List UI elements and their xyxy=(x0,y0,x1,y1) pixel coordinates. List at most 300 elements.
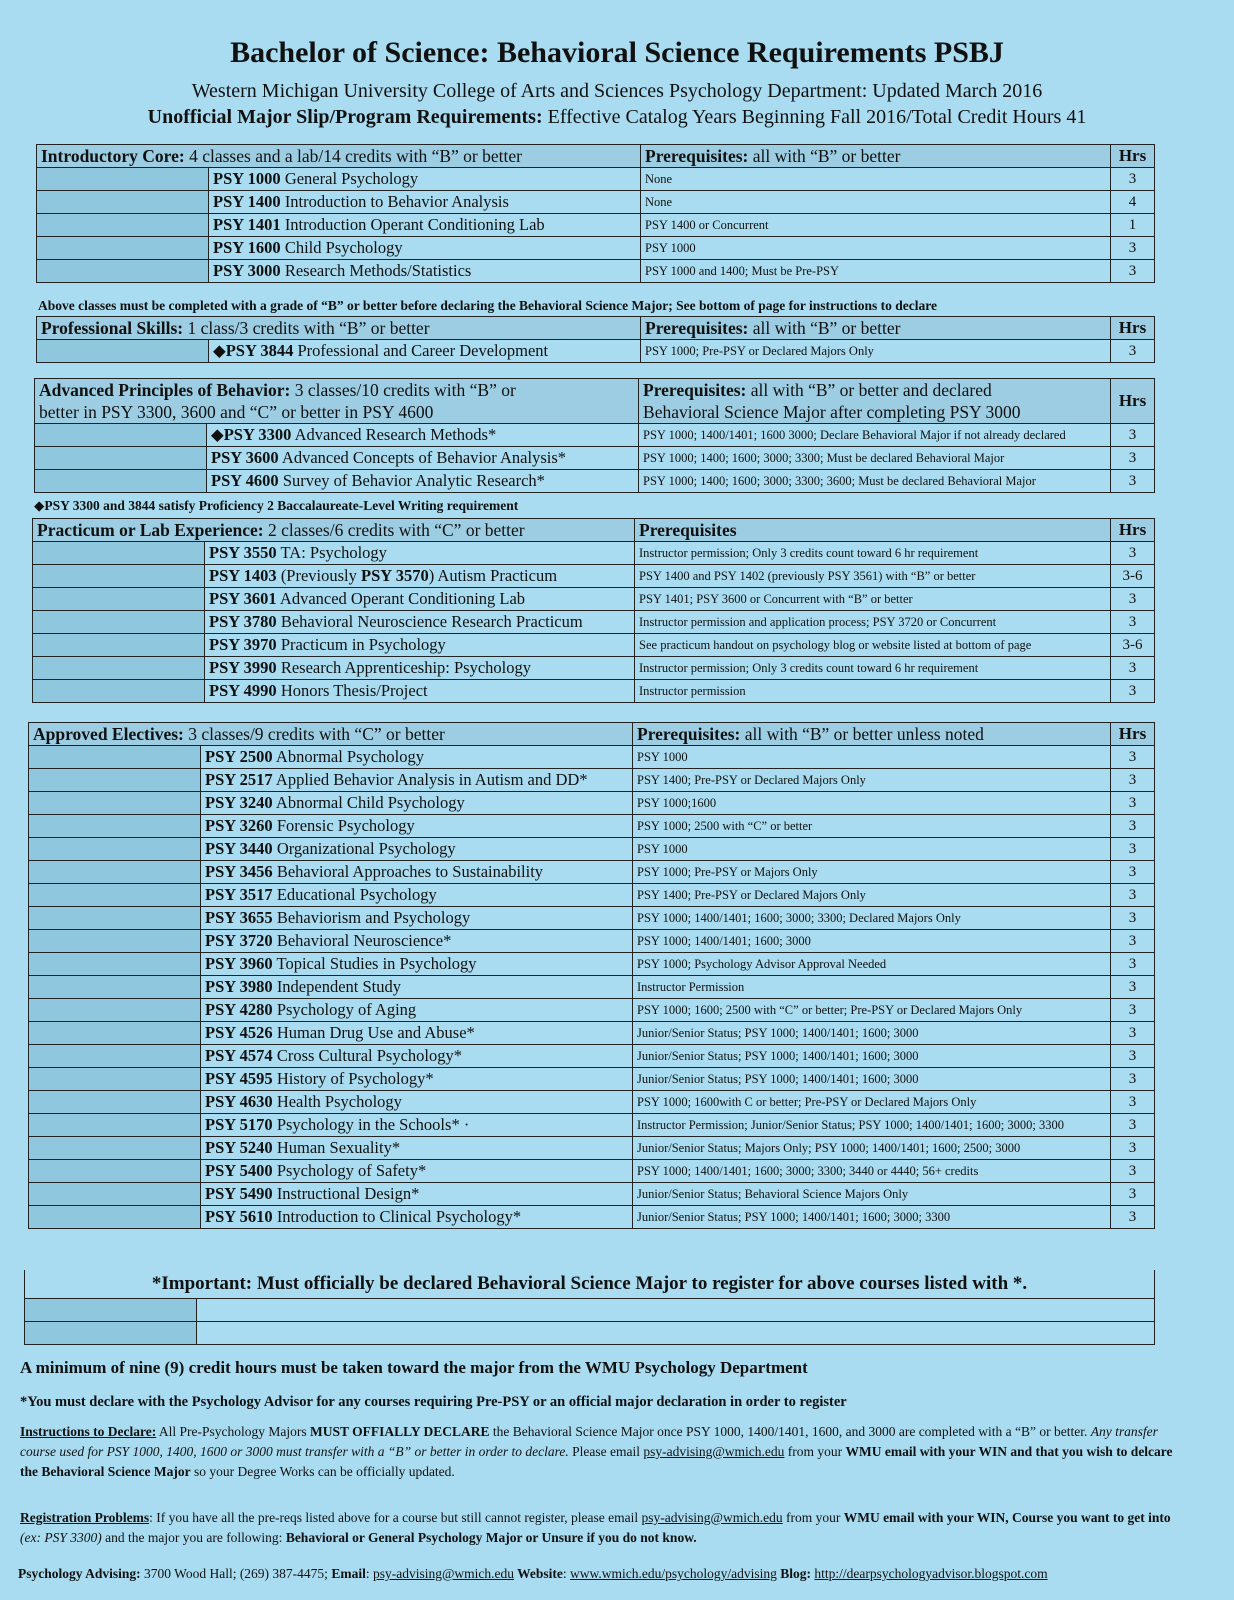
course-name: Human Drug Use and Abuse* xyxy=(276,1023,475,1042)
course-name: Psychology of Safety* xyxy=(276,1161,427,1180)
declare-advisor-note: *You must declare with the Psychology Advisor for any courses requiring Pre-PSY or an official major declaration in order to register xyxy=(20,1394,847,1410)
course-row xyxy=(29,746,1155,769)
prerequisite-cell: Instructor permission; Only 3 credits count toward 6 hr requirement xyxy=(635,542,1111,565)
course-row xyxy=(29,930,1155,953)
section-title: Professional Skills: 1 class/3 credits with “B” or better xyxy=(37,317,641,340)
hrs-header: Hrs xyxy=(1111,723,1155,746)
course-name: Introduction to Behavior Analysis xyxy=(284,192,509,211)
course-row xyxy=(35,447,1155,470)
writing-requirement-note: ◆PSY 3300 and 3844 satisfy Proficiency 2 Baccalaureate-Level Writing requirement xyxy=(34,498,519,513)
course-code: PSY 3970 xyxy=(209,635,277,654)
course-name: Advanced Research Methods* xyxy=(294,425,497,444)
instructions-to-declare xyxy=(20,1422,1180,1482)
section-title: Introductory Core: 4 classes and a lab/14 credits with “B” or better xyxy=(37,145,641,168)
section-header xyxy=(37,317,1155,340)
prerequisite-cell: Junior/Senior Status; PSY 1000; 1400/1401; 1600; 3000 xyxy=(633,1068,1111,1091)
course-code: PSY 4574 xyxy=(205,1046,273,1065)
course-code: PSY 4630 xyxy=(205,1092,273,1111)
important-note: *Important: Must officially be declared Behavioral Science Major to register for above courses listed with *. xyxy=(25,1270,1155,1299)
shaded-cell xyxy=(29,907,201,930)
shaded-cell xyxy=(37,237,209,260)
section-header xyxy=(29,723,1155,746)
shaded-cell xyxy=(29,884,201,907)
course-code: PSY 3600 xyxy=(211,448,279,467)
course-row xyxy=(29,1160,1155,1183)
shaded-cell xyxy=(29,1206,201,1229)
shaded-cell xyxy=(33,680,205,703)
course-cell xyxy=(205,657,635,680)
hours-cell: 3 xyxy=(1111,657,1155,680)
course-row xyxy=(29,815,1155,838)
course-row xyxy=(29,861,1155,884)
course-name: Survey of Behavior Analytic Research* xyxy=(282,471,545,490)
prerequisite-cell: Junior/Senior Status; PSY 1000; 1400/1401; 1600; 3000 xyxy=(633,1022,1111,1045)
registration-text: : If you have all the pre-reqs listed above for a course but still cannot register, please email xyxy=(149,1510,642,1525)
hours-cell: 3 xyxy=(1111,1183,1155,1206)
course-name: Educational Psychology xyxy=(276,885,437,904)
prerequisite-cell: None xyxy=(641,168,1111,191)
prerequisite-cell: PSY 1000; 1400/1401; 1600; 3000 xyxy=(633,930,1111,953)
course-cell xyxy=(201,907,633,930)
transfer-note: Any transfer course used for PSY 1000, 1400, 1600 or 3000 must transfer with a “B” or better in order to declare. xyxy=(20,1424,1158,1459)
shaded-cell xyxy=(29,1022,201,1045)
hours-cell: 3 xyxy=(1111,953,1155,976)
course-cell xyxy=(201,1045,633,1068)
course-cell xyxy=(201,1091,633,1114)
hours-cell: 3 xyxy=(1111,542,1155,565)
shaded-cell xyxy=(29,861,201,884)
prerequisite-cell: Instructor Permission xyxy=(633,976,1111,999)
prerequisite-cell: PSY 1000 xyxy=(633,746,1111,769)
hours-cell: 3 xyxy=(1111,424,1155,447)
hours-cell: 3 xyxy=(1111,1045,1155,1068)
hours-cell: 3 xyxy=(1111,447,1155,470)
shaded-cell xyxy=(33,542,205,565)
course-cell xyxy=(209,214,641,237)
shaded-cell xyxy=(33,634,205,657)
introductory-rows xyxy=(37,168,1155,283)
prerequisite-cell: Junior/Senior Status; PSY 1000; 1400/1401; 1600; 3000 xyxy=(633,1045,1111,1068)
prerequisite-cell: PSY 1000; 2500 with “C” or better xyxy=(633,815,1111,838)
hrs-header: Hrs xyxy=(1111,519,1155,542)
blank-cell xyxy=(197,1299,1155,1322)
course-name: Health Psychology xyxy=(276,1092,402,1111)
prerequisite-cell: PSY 1400; Pre-PSY or Declared Majors Only xyxy=(633,884,1111,907)
section-header xyxy=(35,379,1155,424)
course-name: Advanced Concepts of Behavior Analysis* xyxy=(281,448,567,467)
course-cell xyxy=(201,815,633,838)
shaded-cell xyxy=(29,769,201,792)
course-code: PSY 3960 xyxy=(205,954,273,973)
course-cell xyxy=(205,680,635,703)
course-row xyxy=(29,1022,1155,1045)
course-cell xyxy=(201,976,633,999)
hours-cell: 3 xyxy=(1111,999,1155,1022)
course-row xyxy=(29,1114,1155,1137)
course-name: General Psychology xyxy=(284,169,419,188)
intro-note: Above classes must be completed with a grade of “B” or better before declaring the Behavioral Science Major; See bottom of page for instructions to declare xyxy=(38,298,937,313)
course-name: Behaviorism and Psychology xyxy=(276,908,471,927)
course-row xyxy=(29,953,1155,976)
section-header xyxy=(33,519,1155,542)
department-subtitle: Western Michigan University College of Arts and Sciences Psychology Department: Updated March 2016 xyxy=(191,80,1043,102)
course-name: TA: Psychology xyxy=(280,543,387,562)
prerequisite-cell: PSY 1000; 1600with C or better; Pre-PSY or Declared Majors Only xyxy=(633,1091,1111,1114)
hrs-header: Hrs xyxy=(1111,317,1155,340)
blank-row xyxy=(25,1299,1155,1322)
hours-cell: 3-6 xyxy=(1111,634,1155,657)
course-cell xyxy=(201,1137,633,1160)
prerequisite-cell: PSY 1000; Psychology Advisor Approval Needed xyxy=(633,953,1111,976)
course-code: PSY 1403 xyxy=(209,566,277,585)
blank-cell xyxy=(197,1322,1155,1345)
course-row xyxy=(29,792,1155,815)
course-cell xyxy=(205,634,635,657)
blog-label: Blog: xyxy=(776,1566,812,1581)
shaded-cell xyxy=(29,792,201,815)
hours-cell: 1 xyxy=(1111,214,1155,237)
course-row xyxy=(29,1206,1155,1229)
course-row xyxy=(29,769,1155,792)
course-row xyxy=(37,340,1155,363)
registration-emphasis: Behavioral or General Psychology Major or Unsure if you do not know. xyxy=(285,1530,697,1545)
course-cell xyxy=(205,588,635,611)
course-code: PSY 3517 xyxy=(205,885,273,904)
course-name: Psychology in the Schools* · xyxy=(276,1115,470,1134)
course-cell xyxy=(209,191,641,214)
course-code: ◆PSY 3844 xyxy=(213,341,294,360)
course-row xyxy=(37,191,1155,214)
course-row xyxy=(33,634,1155,657)
course-code: PSY 3780 xyxy=(209,612,277,631)
course-row xyxy=(29,1045,1155,1068)
course-code: PSY 3980 xyxy=(205,977,273,996)
instructions-emphasis: MUST OFFIALLY DECLARE xyxy=(309,1424,490,1439)
hours-cell: 4 xyxy=(1111,191,1155,214)
shaded-cell xyxy=(29,1091,201,1114)
hours-cell: 3-6 xyxy=(1111,565,1155,588)
course-row xyxy=(29,1137,1155,1160)
shaded-cell xyxy=(37,340,209,363)
course-name: Advanced Operant Conditioning Lab xyxy=(279,589,526,608)
hours-cell: 3 xyxy=(1111,1091,1155,1114)
instructions-text: so your Degree Works can be officially updated. xyxy=(190,1464,455,1479)
course-name: Topical Studies in Psychology xyxy=(276,954,477,973)
shaded-cell xyxy=(33,588,205,611)
course-row xyxy=(29,838,1155,861)
course-row xyxy=(37,260,1155,283)
course-code: PSY 4595 xyxy=(205,1069,273,1088)
instructions-text: Please email xyxy=(568,1444,644,1459)
course-name: Child Psychology xyxy=(284,238,403,257)
course-name: Abnormal Child Psychology xyxy=(275,793,465,812)
course-row xyxy=(33,611,1155,634)
course-name: Forensic Psychology xyxy=(276,816,415,835)
course-code: PSY 2517 xyxy=(205,770,273,789)
program-text: Effective Catalog Years Beginning Fall 2016/Total Credit Hours 41 xyxy=(547,106,1087,128)
registration-problems xyxy=(20,1508,1180,1548)
course-cell xyxy=(201,1022,633,1045)
course-code: PSY 3260 xyxy=(205,816,273,835)
prerequisite-cell: PSY 1000; 1400/1401; 1600; 3000; 3300; Declared Majors Only xyxy=(633,907,1111,930)
important-note-table xyxy=(24,1270,1155,1345)
website-link[interactable]: www.wmich.edu/psychology/advising xyxy=(570,1566,777,1581)
course-cell xyxy=(207,424,639,447)
course-code: ◆PSY 3300 xyxy=(211,425,292,444)
course-name: History of Psychology* xyxy=(276,1069,434,1088)
course-code: PSY 3720 xyxy=(205,931,273,950)
prerequisite-cell: PSY 1000; 1400; 1600; 3000; 3300; Must be declared Behavioral Major xyxy=(639,447,1111,470)
prerequisite-cell: Instructor Permission; Junior/Senior Status; PSY 1000; 1400/1401; 1600; 3000; 3300 xyxy=(633,1114,1111,1137)
shaded-cell xyxy=(33,657,205,680)
prerequisite-cell: Junior/Senior Status; Behavioral Science Majors Only xyxy=(633,1183,1111,1206)
prereq-header: Prerequisites: all with “B” or better and declared Behavioral Science Major after completing PSY 3000 xyxy=(639,379,1111,424)
shaded-cell xyxy=(29,1183,201,1206)
course-name: Introduction Operant Conditioning Lab xyxy=(284,215,545,234)
prerequisite-cell: PSY 1400; Pre-PSY or Declared Majors Only xyxy=(633,769,1111,792)
email-label: Email xyxy=(331,1566,366,1581)
hours-cell: 3 xyxy=(1111,769,1155,792)
shaded-cell xyxy=(29,1114,201,1137)
course-code: PSY 3990 xyxy=(209,658,277,677)
course-row xyxy=(29,999,1155,1022)
registration-label: Registration Problems xyxy=(20,1510,150,1525)
section-title: Practicum or Lab Experience: 2 classes/6 credits with “C” or better xyxy=(33,519,635,542)
hours-cell: 3 xyxy=(1111,1068,1155,1091)
course-code: PSY 2500 xyxy=(205,747,273,766)
shaded-cell xyxy=(35,447,207,470)
introductory-core-table xyxy=(36,144,1155,283)
shaded-cell xyxy=(29,976,201,999)
course-row xyxy=(33,565,1155,588)
hours-cell: 3 xyxy=(1111,907,1155,930)
course-code: PSY 5400 xyxy=(205,1161,273,1180)
hrs-header: Hrs xyxy=(1111,379,1155,424)
prerequisite-cell: PSY 1000; 1400; 1600; 3000; 3300; 3600; Must be declared Behavioral Major xyxy=(639,470,1111,493)
prerequisite-cell: Instructor permission and application process; PSY 3720 or Concurrent xyxy=(635,611,1111,634)
blank-shaded-cell xyxy=(25,1299,197,1322)
section-header xyxy=(37,145,1155,168)
course-cell xyxy=(201,861,633,884)
course-row xyxy=(35,424,1155,447)
prerequisite-cell: PSY 1000 xyxy=(633,838,1111,861)
shaded-cell xyxy=(29,953,201,976)
course-name: Cross Cultural Psychology* xyxy=(276,1046,462,1065)
registration-text: and the major you are following: xyxy=(101,1530,286,1545)
course-row xyxy=(29,976,1155,999)
professional-skills-table xyxy=(36,316,1155,363)
program-subtitle xyxy=(0,106,1234,129)
advising-email-link[interactable]: psy-advising@wmich.edu xyxy=(641,1510,783,1525)
course-name: Human Sexuality* xyxy=(276,1138,401,1157)
hours-cell: 3 xyxy=(1111,1160,1155,1183)
shaded-cell xyxy=(37,214,209,237)
course-row xyxy=(29,1183,1155,1206)
course-cell xyxy=(201,1183,633,1206)
website-label: Website xyxy=(514,1566,563,1581)
hours-cell: 3 xyxy=(1111,1022,1155,1045)
course-name: (Previously xyxy=(280,566,357,585)
shaded-cell xyxy=(29,930,201,953)
shaded-cell xyxy=(29,1137,201,1160)
prerequisite-cell: Junior/Senior Status; Majors Only; PSY 1000; 1400/1401; 1600; 2500; 3000 xyxy=(633,1137,1111,1160)
shaded-cell xyxy=(29,746,201,769)
course-cell xyxy=(201,769,633,792)
shaded-cell xyxy=(35,424,207,447)
prerequisite-cell: PSY 1400 and PSY 1402 (previously PSY 3561) with “B” or better xyxy=(635,565,1111,588)
shaded-cell xyxy=(33,611,205,634)
course-name: Instructional Design* xyxy=(276,1184,420,1203)
practicum-rows xyxy=(33,542,1155,703)
important-row xyxy=(25,1270,1155,1299)
course-cell xyxy=(201,1206,633,1229)
course-name: Organizational Psychology xyxy=(276,839,456,858)
course-row xyxy=(37,168,1155,191)
shaded-cell xyxy=(29,815,201,838)
prerequisite-cell: PSY 1000;1600 xyxy=(633,792,1111,815)
prerequisite-cell: PSY 1000 xyxy=(641,237,1111,260)
course-name: Psychology of Aging xyxy=(276,1000,417,1019)
course-cell xyxy=(201,953,633,976)
course-name: Practicum in Psychology xyxy=(280,635,446,654)
course-name: Introduction to Clinical Psychology* xyxy=(276,1207,522,1226)
advising-email-link[interactable]: psy-advising@wmich.edu xyxy=(643,1444,785,1459)
hours-cell: 3 xyxy=(1111,930,1155,953)
course-code: PSY 3000 xyxy=(213,261,281,280)
course-code: PSY 5490 xyxy=(205,1184,273,1203)
course-code: PSY 1400 xyxy=(213,192,281,211)
course-code: PSY 4990 xyxy=(209,681,277,700)
hours-cell: 3 xyxy=(1111,168,1155,191)
prerequisite-cell: PSY 1401; PSY 3600 or Concurrent with “B” or better xyxy=(635,588,1111,611)
hours-cell: 3 xyxy=(1111,746,1155,769)
course-code: PSY 3240 xyxy=(205,793,273,812)
course-cell xyxy=(201,1160,633,1183)
course-code: PSY 1000 xyxy=(213,169,281,188)
course-cell xyxy=(201,746,633,769)
course-cell xyxy=(205,565,635,588)
instructions-text: All Pre-Psychology Majors xyxy=(156,1424,310,1439)
prereq-header: Prerequisites: all with “B” or better xyxy=(641,145,1111,168)
course-name: Professional and Career Development xyxy=(297,341,549,360)
course-name: Behavioral Neuroscience Research Practicum xyxy=(280,612,583,631)
course-code: PSY 4280 xyxy=(205,1000,273,1019)
course-row xyxy=(29,907,1155,930)
approved-electives-table xyxy=(28,722,1155,1229)
course-row xyxy=(33,657,1155,680)
blank-shaded-cell xyxy=(25,1322,197,1345)
course-cell xyxy=(201,999,633,1022)
course-name: ) Autism Practicum xyxy=(428,566,558,585)
hrs-header: Hrs xyxy=(1111,145,1155,168)
shaded-cell xyxy=(35,470,207,493)
prereq-header: Prerequisites xyxy=(635,519,1111,542)
shaded-cell xyxy=(29,1045,201,1068)
electives-rows xyxy=(29,746,1155,1229)
prereq-header: Prerequisites: all with “B” or better unless noted xyxy=(633,723,1111,746)
prereq-header: Prerequisites: all with “B” or better xyxy=(641,317,1111,340)
registration-example: (ex: PSY 3300) xyxy=(20,1530,102,1545)
prerequisite-cell: PSY 1000 and 1400; Must be Pre-PSY xyxy=(641,260,1111,283)
course-cell xyxy=(207,447,639,470)
instructions-text: from your xyxy=(784,1444,846,1459)
hours-cell: 3 xyxy=(1111,611,1155,634)
hours-cell: 3 xyxy=(1111,588,1155,611)
course-code: PSY 5610 xyxy=(205,1207,273,1226)
advising-label: Psychology Advising: xyxy=(18,1566,141,1581)
course-row xyxy=(29,1068,1155,1091)
course-row xyxy=(29,884,1155,907)
shaded-cell xyxy=(29,838,201,861)
course-code: PSY 3570 xyxy=(361,566,429,585)
course-name: Applied Behavior Analysis in Autism and DD* xyxy=(275,770,588,789)
blog-link[interactable]: http://dearpsychologyadvisor.blogspot.com xyxy=(814,1566,1048,1581)
course-name: Behavioral Neuroscience* xyxy=(276,931,452,950)
course-name: Research Methods/Statistics xyxy=(284,261,472,280)
prerequisite-cell: Junior/Senior Status; PSY 1000; 1400/1401; 1600; 3000; 3300 xyxy=(633,1206,1111,1229)
course-row xyxy=(37,214,1155,237)
prerequisite-cell: None xyxy=(641,191,1111,214)
course-cell xyxy=(201,930,633,953)
course-code: PSY 1600 xyxy=(213,238,281,257)
hours-cell: 3 xyxy=(1111,838,1155,861)
hours-cell: 3 xyxy=(1111,470,1155,493)
course-code: PSY 5170 xyxy=(205,1115,273,1134)
prerequisite-cell: See practicum handout on psychology blog or website listed at bottom of page xyxy=(635,634,1111,657)
hours-cell: 3 xyxy=(1111,260,1155,283)
prerequisite-cell: Instructor permission xyxy=(635,680,1111,703)
hours-cell: 3 xyxy=(1111,1114,1155,1137)
section-title: Advanced Principles of Behavior: 3 classes/10 credits with “B” or better in PSY 3300, 3600 and “C” or better in PSY 4600 xyxy=(35,379,639,424)
course-code: PSY 5240 xyxy=(205,1138,273,1157)
course-row xyxy=(33,588,1155,611)
prerequisite-cell: PSY 1000; Pre-PSY or Majors Only xyxy=(633,861,1111,884)
prerequisite-cell: PSY 1000; Pre-PSY or Declared Majors Only xyxy=(641,340,1111,363)
course-code: PSY 3601 xyxy=(209,589,277,608)
page-title: Bachelor of Science: Behavioral Science Requirements PSBJ xyxy=(230,36,1004,69)
hours-cell: 3 xyxy=(1111,1137,1155,1160)
advanced-principles-table xyxy=(34,378,1155,493)
shaded-cell xyxy=(37,191,209,214)
course-row xyxy=(35,470,1155,493)
hours-cell: 3 xyxy=(1111,861,1155,884)
course-cell xyxy=(209,260,641,283)
advising-email-link[interactable]: psy-advising@wmich.edu xyxy=(372,1566,515,1581)
hours-cell: 3 xyxy=(1111,680,1155,703)
registration-emphasis: WMU email with your WIN, Course you want to get into xyxy=(843,1510,1171,1525)
course-name: Honors Thesis/Project xyxy=(280,681,428,700)
shaded-cell xyxy=(29,1068,201,1091)
shaded-cell xyxy=(29,999,201,1022)
course-cell xyxy=(209,340,641,363)
section-title: Approved Electives: 3 classes/9 credits with “C” or better xyxy=(29,723,633,746)
shaded-cell xyxy=(33,565,205,588)
course-cell xyxy=(205,542,635,565)
advanced-rows xyxy=(35,424,1155,493)
shaded-cell xyxy=(37,168,209,191)
course-name: Research Apprenticeship: Psychology xyxy=(280,658,532,677)
course-cell xyxy=(209,168,641,191)
course-code: PSY 3550 xyxy=(209,543,277,562)
hours-cell: 3 xyxy=(1111,884,1155,907)
hours-cell: 3 xyxy=(1111,237,1155,260)
hours-cell: 3 xyxy=(1111,340,1155,363)
hours-cell: 3 xyxy=(1111,976,1155,999)
advising-contact: Psychology Advising: 3700 Wood Hall; (269) 387-4475; Email: psy-advising@wmich.edu Website: www.wmich.edu/psychology/advising Blog: http://dearpsychologyadvisor.blogspot.com xyxy=(18,1566,1048,1581)
registration-text: from your xyxy=(782,1510,844,1525)
course-code: PSY 4526 xyxy=(205,1023,273,1042)
practicum-table xyxy=(32,518,1155,703)
